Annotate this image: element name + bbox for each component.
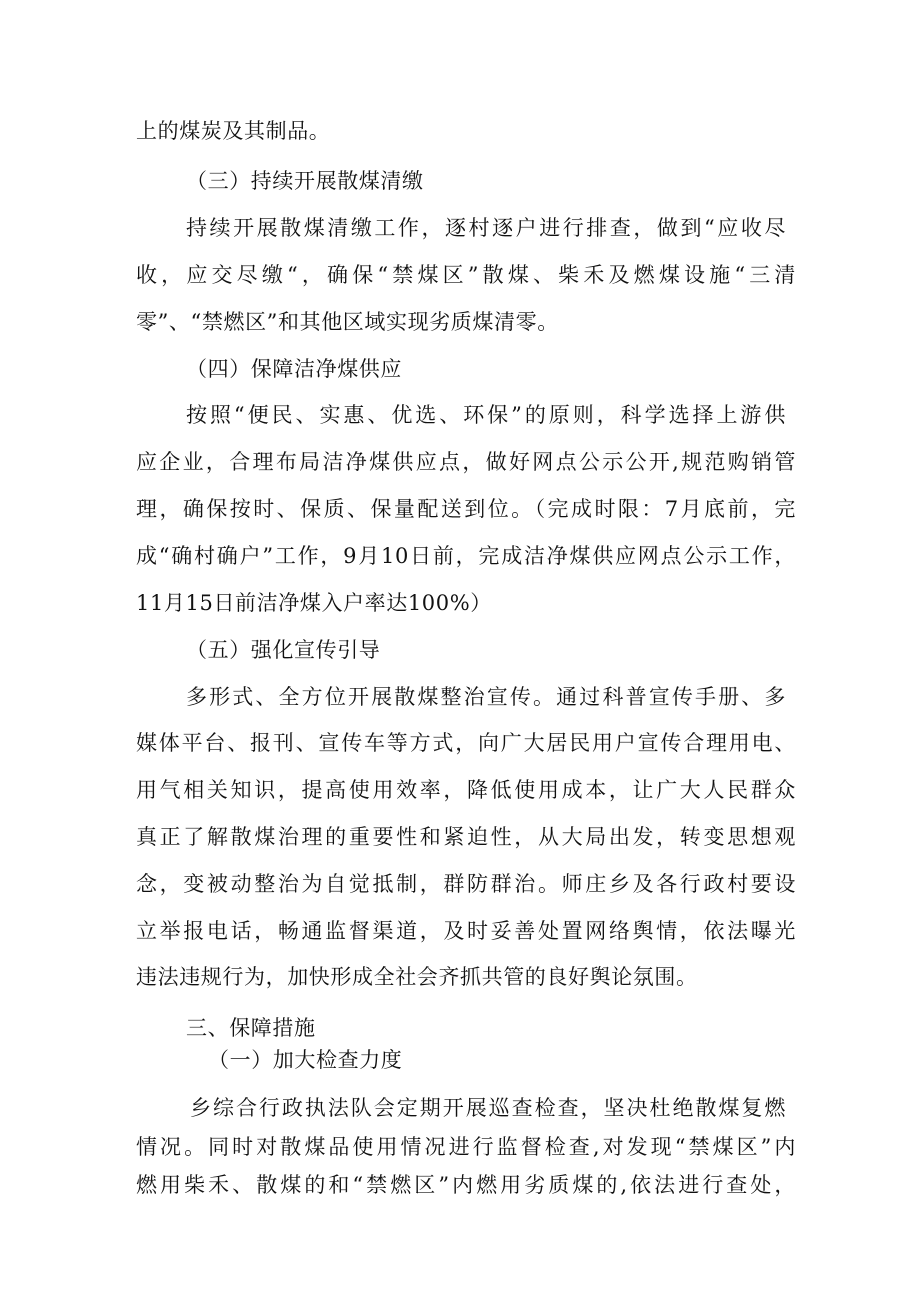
text-line: 真正了解散煤治理的重要性和紧迫性，从大局出发，转变思想观 [136, 825, 796, 849]
text-line: 成“确村确户”工作，9月10日前，完成洁净煤供应网点公示工作， [136, 544, 796, 568]
text-line: 按照“便民、实惠、优选、环保”的原则，科学选择上游供 [186, 403, 786, 427]
text-line: 多形式、全方位开展散煤整治宣传。通过科普宣传手册、多 [186, 685, 786, 709]
section-heading: （一）加大检查力度 [208, 1048, 403, 1072]
text-line: 燃用柴禾、散煤的和“禁燃区”内燃用劣质煤的,依法进行查处， [136, 1173, 796, 1197]
text-line: 零”、“禁燃区”和其他区域实现劣质煤清零。 [136, 310, 559, 334]
text-line: 上的煤炭及其制品。 [136, 119, 331, 143]
section-heading: （四）保障洁净煤供应 [186, 357, 402, 381]
text-line: 用气相关知识，提高使用效率，降低使用成本，让广大人民群众 [136, 778, 796, 802]
text-line: 情况。同时对散煤品使用情况进行监督检查,对发现“禁煤区”内 [136, 1135, 796, 1159]
chapter-heading: 三、保障措施 [186, 1016, 316, 1040]
text-line: 11月15日前洁净煤入户率达100%） [136, 591, 492, 615]
text-line: 收，应交尽缴“，确保“禁煤区”散煤、柴禾及燃煤设施“三清 [136, 263, 796, 287]
section-heading: （三）持续开展散煤清缴 [186, 169, 424, 193]
text-line: 持续开展散煤清缴工作，逐村逐户进行排查，做到“应收尽 [186, 216, 786, 240]
text-line: 媒体平台、报刊、宣传车等方式，向广大居民用户宣传合理用电、 [136, 731, 796, 755]
text-line: 立举报电话，畅通监督渠道，及时妥善处置网络舆情，依法曝光 [136, 919, 796, 943]
text-line: 念，变被动整治为自觉抵制，群防群治。师庄乡及各行政村要设 [136, 872, 796, 896]
section-heading: （五）强化宣传引导 [186, 638, 381, 662]
text-line: 乡综合行政执法队会定期开展巡查检查，坚决杜绝散煤复燃 [190, 1096, 786, 1120]
text-line: 违法违规行为，加快形成全社会齐抓共管的良好舆论氛围。 [136, 965, 698, 989]
text-line: 应企业，合理布局洁净煤供应点，做好网点公示公开,规范购销管 [136, 450, 796, 474]
text-line: 理，确保按时、保质、保量配送到位。（完成时限：7月底前，完 [136, 497, 796, 521]
